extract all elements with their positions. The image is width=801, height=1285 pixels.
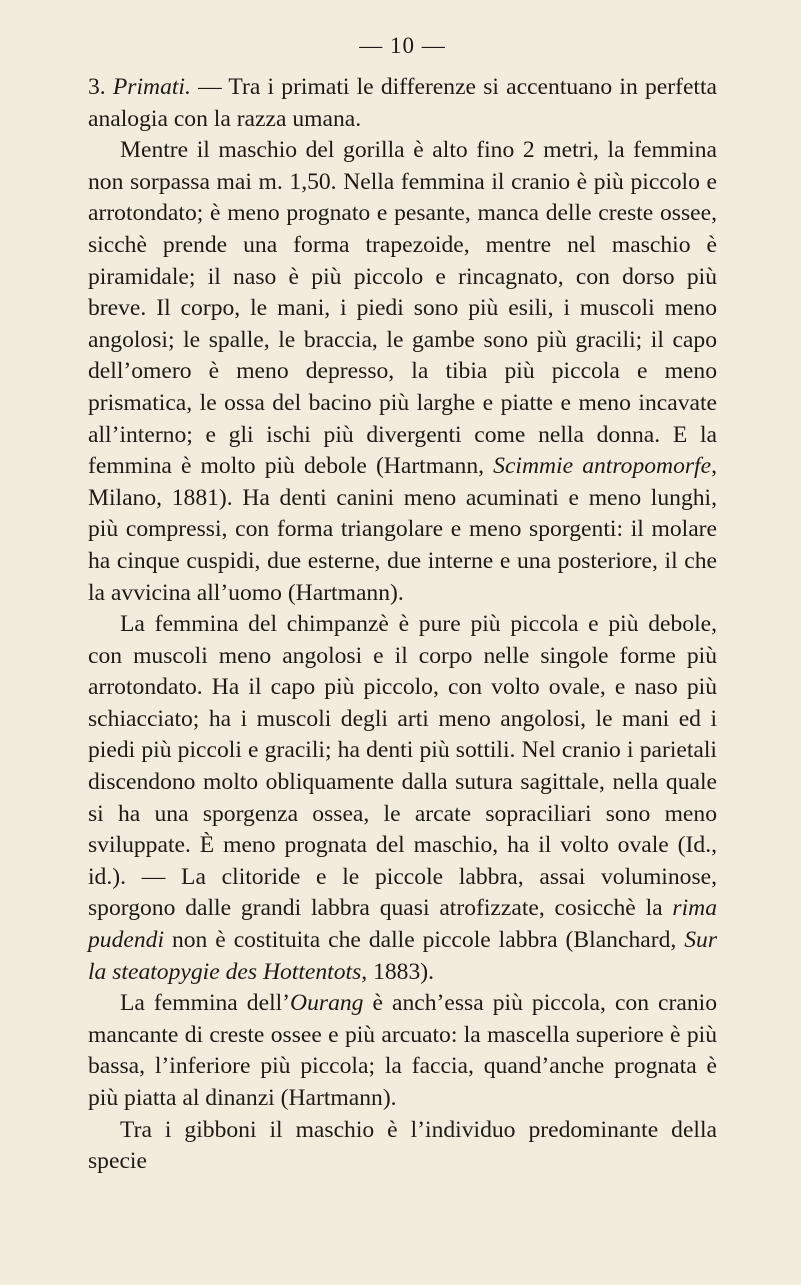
text-run: Tra i gibboni il maschio è l’individuo predominante della specie [88,1116,717,1175]
paragraph-4 [88,988,717,1114]
italic-text-run: Sur la steatopygie des Hottentots [88,927,717,985]
paragraph-3 [88,609,717,988]
text-run: Mentre il maschio del gorilla è alto fino 2 metri, la femmina non sorpassa mai m. 1,50. Nella femmina il cranio è più piccolo e arrotondato; è meno prognato e pesante, manca delle creste ossee, sicchè prende una forma trapezoide, mentre nel maschio è piramidale; il naso è più piccolo e rincagnato, con dorso più breve. Il corpo, le mani, i piedi sono più esili, i muscoli meno angolosi; le spalle, le braccia, le gambe sono più gracili; il capo dell’omero è meno depresso, la tibia più piccola e meno prismatica, le ossa del bacino più larghe e piatte e meno incavate all’interno; e gli ischi più divergenti come nella donna. E la femmina è molto più debole (Hartmann, [88,137,717,480]
text-run: 3. [88,74,113,100]
italic-text-run: Primati. [112,74,191,100]
text-run: è anch’essa più piccola, con cranio mancante di creste ossee e più arcuato: la mascella superiore è più bassa, l’inferiore più piccola; la faccia, quand’anche prognata è più piatta al dinanzi (Hartmann). [88,990,718,1111]
italic-text-run: Ourang [290,990,364,1017]
body-text [88,72,717,1178]
text-run: La femmina del chimpanzè è pure più piccola e più debole, con muscoli meno angolosi e il corpo nelle singole forme più arrotondato. Ha il capo più piccolo, con volto ovale, e naso più schiacciato; ha i muscoli degli arti meno angolosi, le mani ed i piedi più piccoli e gracili; ha denti più sottili. Nel cranio i parietali discendono molto obliquamente dalla sutura sagittale, nella quale si ha una sporgenza ossea, le arcate sopraciliari sono meno sviluppate. È meno prognata del maschio, ha il volto ovale (Id., id.). — La clitoride e le piccole labbra, assai voluminose, sporgono dalle grandi labbra quasi atrofizzate, cosicchè la [88,611,717,922]
text-run: La femmina dell’ [120,990,291,1017]
paragraph-5 [88,1115,717,1178]
paragraph-1 [88,72,717,135]
text-run: non è costituita che dalle piccole labbra (Blanchard, [164,927,685,954]
text-run: , Milano, 1881). Ha denti canini meno acuminati e meno lunghi, più compressi, con forma triangolare e meno sporgenti: il molare ha cinque cuspidi, due esterne, due interne e una posteriore, il che la avvicina all’uomo (Hartmann). [88,453,717,606]
text-run: , 1883). [361,958,435,985]
page-number: — 10 — [359,33,446,58]
paragraph-2 [88,135,717,609]
text-run: — Tra i primati le differenze si accentuano in perfetta analogia con la razza umana. [88,74,718,132]
italic-text-run: rima pudendi [88,895,717,954]
italic-text-run: Scimmie antropomorfe [493,453,712,480]
